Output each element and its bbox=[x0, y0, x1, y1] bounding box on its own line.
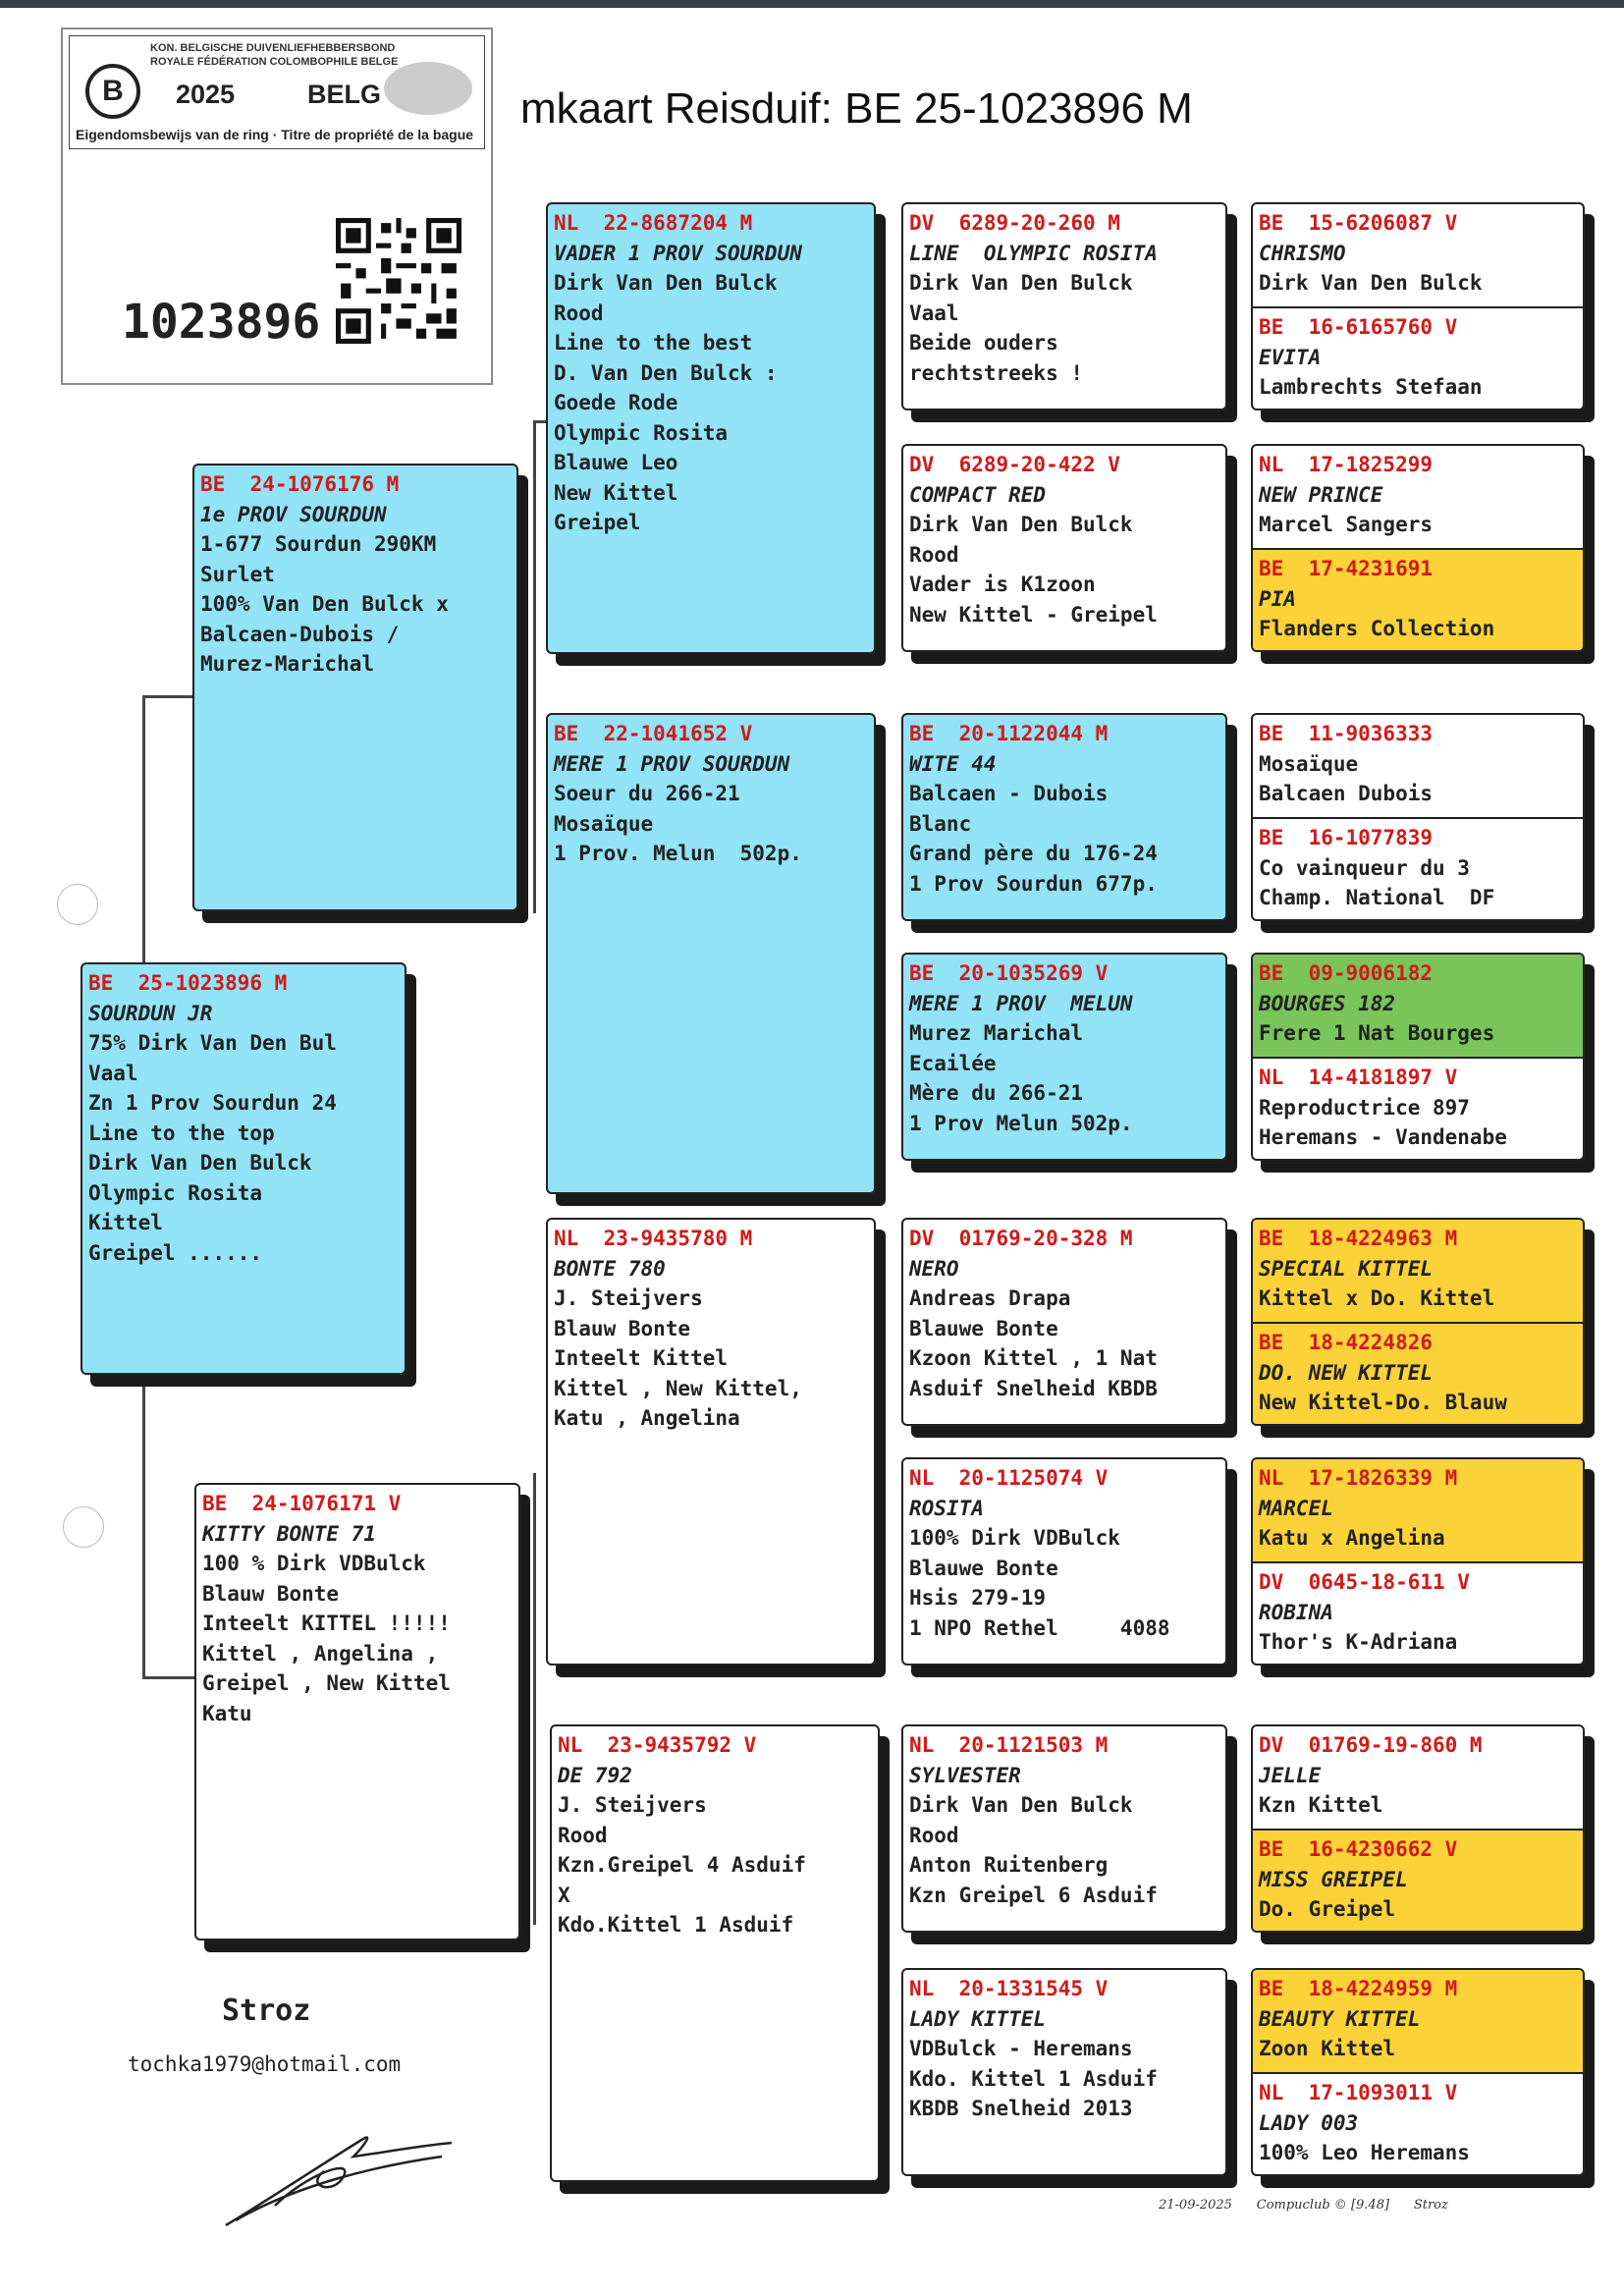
info-line: Dirk Van Den Bulck bbox=[554, 271, 778, 295]
info-line: Greipel ...... bbox=[88, 1240, 263, 1265]
pigeon-name: MERE 1 PROV SOURDUN bbox=[554, 751, 790, 776]
info-line: Line to the best bbox=[554, 331, 753, 355]
sss-box bbox=[901, 202, 1227, 410]
info-line: Line to the top bbox=[88, 1120, 275, 1145]
ring-number: NL 20-1121503 M bbox=[909, 1733, 1109, 1757]
pigeon-name: LINE OLYMPIC ROSITA bbox=[909, 241, 1158, 265]
info-line: Dirk Van Den Bulck bbox=[909, 1793, 1133, 1817]
info-line: Reproductrice 897 bbox=[1259, 1095, 1470, 1120]
org-name-nl: KON. BELGISCHE DUIVENLIEFHEBBERSBOND bbox=[150, 42, 396, 54]
pigeon-name: WITE 44 bbox=[909, 751, 997, 776]
info-line: X bbox=[558, 1883, 570, 1907]
info-line: Zn 1 Prov Sourdun 24 bbox=[88, 1091, 337, 1115]
ring-number: BE 20-1035269 V bbox=[909, 961, 1109, 985]
info-line: Vaal bbox=[88, 1061, 138, 1085]
info-line: Katu bbox=[202, 1701, 252, 1725]
info-line: Mosaïque bbox=[1259, 751, 1359, 776]
dam-sire-box bbox=[546, 1218, 876, 1666]
ring-ownership-card bbox=[61, 27, 493, 385]
pedigree-title: mkaart Reisduif: BE 25-1023896 M bbox=[520, 84, 1193, 133]
info-line: Goede Rode bbox=[554, 391, 678, 414]
pigeon-name: ROSITA bbox=[909, 1496, 984, 1520]
info-line: Surlet bbox=[200, 562, 275, 586]
punch-hole bbox=[57, 884, 98, 925]
gg-pigeon bbox=[1253, 817, 1583, 919]
ring-number: BE 25-1023896 M bbox=[88, 971, 288, 995]
info-line: Kdo.Kittel 1 Asduif bbox=[558, 1913, 794, 1937]
pigeon-name: BONTE 780 bbox=[554, 1256, 666, 1281]
gg-pigeon bbox=[1253, 2072, 1583, 2174]
ring-number: BE 18-4224826 bbox=[1259, 1331, 1434, 1354]
gg-pair-box bbox=[1251, 202, 1585, 410]
pigeon-name: MARCEL bbox=[1259, 1496, 1333, 1520]
gg-pair-box bbox=[1251, 953, 1585, 1161]
info-line: Grand père du 176-24 bbox=[909, 842, 1158, 865]
ring-number: BE 22-1041652 V bbox=[554, 722, 753, 745]
ring-number: BE 20-1122044 M bbox=[909, 722, 1109, 745]
info-line: J. Steijvers bbox=[554, 1286, 703, 1310]
info-line: Dirk Van Den Bulck bbox=[88, 1151, 312, 1175]
gg-pigeon bbox=[1253, 548, 1583, 650]
info-line: Thor's K-Adriana bbox=[1259, 1630, 1458, 1654]
info-line: Zoon Kittel bbox=[1259, 2037, 1396, 2060]
info-line: rechtstreeks ! bbox=[909, 360, 1084, 385]
info-line: Asduif Snelheid KBDB bbox=[909, 1376, 1158, 1400]
property-text: Eigendomsbewijs van de ring · Titre de propriété de la bague bbox=[76, 127, 474, 142]
gg-pair-box bbox=[1251, 1724, 1585, 1933]
pigeon-name: BEAUTY KITTEL bbox=[1259, 2006, 1421, 2031]
connector-line bbox=[142, 1676, 196, 1679]
gg-pair-box bbox=[1251, 1457, 1585, 1666]
sdd-box bbox=[901, 953, 1227, 1161]
connector-line bbox=[533, 1669, 536, 1925]
connector-line bbox=[533, 1473, 536, 1674]
ring-number: 1023896 bbox=[122, 295, 321, 350]
ring-number: BE 11-9036333 bbox=[1259, 722, 1434, 745]
subject-pigeon-box bbox=[81, 962, 406, 1375]
gg-pigeon bbox=[1253, 1561, 1583, 1664]
sire-dam-box bbox=[546, 713, 876, 1194]
info-line: 1 Prov. Melun 502p. bbox=[554, 842, 802, 865]
gg-pigeon bbox=[1253, 955, 1583, 1057]
info-line: Hsis 279-19 bbox=[909, 1586, 1047, 1610]
pigeon-name: PIA bbox=[1259, 586, 1296, 611]
gg-pair-box bbox=[1251, 1218, 1585, 1426]
info-line: 100% Van Den Bulck x bbox=[200, 592, 449, 616]
gg-pigeon bbox=[1253, 1057, 1583, 1159]
ssd-box bbox=[901, 444, 1227, 652]
pigeon-name: VADER 1 PROV SOURDUN bbox=[554, 241, 802, 265]
ring-number: BE 24-1076176 M bbox=[200, 472, 400, 496]
ring-number: BE 16-1077839 bbox=[1259, 826, 1434, 849]
connector-line bbox=[142, 695, 145, 968]
ring-number: NL 20-1331545 V bbox=[909, 1977, 1109, 2000]
ring-number: BE 16-4230662 V bbox=[1259, 1837, 1458, 1861]
info-line: Marcel Sangers bbox=[1259, 513, 1434, 536]
info-line: Balcaen-Dubois / bbox=[200, 622, 400, 646]
info-line: Vaal bbox=[909, 301, 959, 325]
pigeon-name: COMPACT RED bbox=[909, 482, 1047, 507]
info-line: Vader is K1zoon bbox=[909, 573, 1096, 596]
signature-icon bbox=[216, 2127, 461, 2235]
connector-line bbox=[142, 1377, 145, 1679]
info-line: Blauwe Bonte bbox=[909, 1316, 1058, 1340]
ring-number: NL 23-9435792 V bbox=[558, 1733, 757, 1757]
info-line: Greipel , New Kittel bbox=[202, 1671, 451, 1695]
dds-box bbox=[901, 1724, 1227, 1933]
ring-number: DV 01769-20-328 M bbox=[909, 1227, 1133, 1250]
ddd-box bbox=[901, 1968, 1227, 2176]
info-line: Mosaïque bbox=[554, 811, 654, 836]
info-line: 100% Dirk VDBulck bbox=[909, 1526, 1120, 1550]
info-line: Do. Greipel bbox=[1259, 1897, 1396, 1921]
pigeon-name: DO. NEW KITTEL bbox=[1259, 1360, 1434, 1385]
sds-box bbox=[901, 713, 1227, 921]
info-line: Balcaen - Dubois bbox=[909, 782, 1109, 805]
info-line: 75% Dirk Van Den Bul bbox=[88, 1031, 337, 1055]
info-line: 1 NPO Rethel 4088 bbox=[909, 1615, 1170, 1640]
info-line: Inteelt Kittel bbox=[554, 1346, 729, 1370]
info-line: Beide ouders bbox=[909, 331, 1058, 355]
info-line: Olympic Rosita bbox=[88, 1180, 263, 1205]
info-line: Heremans - Vandenabe bbox=[1259, 1125, 1507, 1149]
info-line: Rood bbox=[554, 301, 604, 325]
info-line: Blauw Bonte bbox=[554, 1316, 691, 1340]
pigeon-name: DE 792 bbox=[558, 1763, 632, 1787]
info-line: Andreas Drapa bbox=[909, 1286, 1071, 1310]
gg-pigeon bbox=[1253, 1459, 1583, 1561]
ring-country: BELG bbox=[307, 80, 382, 109]
pigeon-name: MERE 1 PROV MELUN bbox=[909, 991, 1133, 1015]
pigeon-name: MISS GREIPEL bbox=[1259, 1867, 1408, 1891]
print-footer bbox=[1159, 2198, 1448, 2213]
ring-number: BE 16-6165760 V bbox=[1259, 315, 1458, 339]
info-line: VDBulck - Heremans bbox=[909, 2037, 1133, 2060]
info-line: Mère du 266-21 bbox=[909, 1081, 1084, 1105]
dss-box bbox=[901, 1218, 1227, 1426]
info-line: Soeur du 266-21 bbox=[554, 782, 740, 805]
info-line: Dirk Van Den Bulck bbox=[909, 271, 1133, 295]
gg-pigeon bbox=[1253, 1322, 1583, 1424]
dam-dam-box bbox=[550, 1724, 880, 2182]
info-line: Rood bbox=[909, 1823, 959, 1847]
info-line: Kittel , Angelina , bbox=[202, 1641, 439, 1666]
info-line: Rood bbox=[558, 1823, 608, 1847]
pigeon-name: 1e PROV SOURDUN bbox=[200, 502, 387, 526]
gg-pigeon bbox=[1253, 1970, 1583, 2072]
ring-number: DV 01769-19-860 M bbox=[1259, 1733, 1483, 1757]
punch-hole bbox=[63, 1506, 104, 1548]
info-line: Kittel bbox=[88, 1211, 163, 1234]
footer-owner: Stroz bbox=[1413, 2198, 1448, 2213]
info-line: Frere 1 Nat Bourges bbox=[1259, 1021, 1495, 1045]
sire-box bbox=[192, 464, 518, 911]
info-line: Greipel bbox=[554, 511, 641, 534]
pigeon-name: KITTY BONTE 71 bbox=[202, 1521, 377, 1546]
connector-line bbox=[142, 695, 193, 698]
gg-pigeon bbox=[1253, 1726, 1583, 1829]
ring-number: NL 23-9435780 M bbox=[554, 1227, 753, 1250]
gg-pigeon bbox=[1253, 1829, 1583, 1931]
ring-card-header bbox=[69, 35, 485, 149]
info-line: Dirk Van Den Bulck bbox=[1259, 271, 1483, 295]
info-line: 100 % Dirk VDBulck bbox=[202, 1552, 426, 1575]
scan-top-edge bbox=[0, 0, 1624, 8]
ring-number: DV 6289-20-422 V bbox=[909, 453, 1120, 476]
info-line: Balcaen Dubois bbox=[1259, 782, 1434, 805]
gg-pair-box bbox=[1251, 1968, 1585, 2176]
info-line: Dirk Van Den Bulck bbox=[909, 513, 1133, 536]
dam-box bbox=[194, 1483, 520, 1940]
info-line: Inteelt KITTEL !!!!! bbox=[202, 1612, 451, 1635]
info-line: Kzn.Greipel 4 Asduif bbox=[558, 1853, 806, 1877]
gg-pigeon bbox=[1253, 1220, 1583, 1322]
fcf-globe-icon bbox=[384, 62, 472, 115]
ring-number: BE 18-4224963 M bbox=[1259, 1227, 1458, 1250]
pigeon-name: ROBINA bbox=[1259, 1600, 1333, 1624]
ring-number: NL 20-1125074 V bbox=[909, 1466, 1109, 1490]
info-line: Lambrechts Stefaan bbox=[1259, 375, 1483, 399]
info-line: 1 Prov Sourdun 677p. bbox=[909, 871, 1158, 896]
info-line: Anton Ruitenberg bbox=[909, 1853, 1109, 1877]
pigeon-name: LADY KITTEL bbox=[909, 2006, 1047, 2031]
ring-number: DV 6289-20-260 M bbox=[909, 211, 1120, 235]
pigeon-name: LADY 003 bbox=[1259, 2110, 1359, 2135]
info-line: Blauwe Leo bbox=[554, 451, 678, 474]
info-line: Kittel x Do. Kittel bbox=[1259, 1286, 1495, 1310]
pigeon-name: SPECIAL KITTEL bbox=[1259, 1256, 1434, 1281]
info-line: Olympic Rosita bbox=[554, 420, 729, 445]
gg-pigeon bbox=[1253, 446, 1583, 548]
info-line: 1-677 Sourdun 290KM bbox=[200, 532, 437, 556]
info-line: New Kittel bbox=[554, 480, 678, 505]
ring-number: NL 22-8687204 M bbox=[554, 211, 753, 235]
ring-number: BE 15-6206087 V bbox=[1259, 211, 1458, 235]
ring-number: NL 14-4181897 V bbox=[1259, 1066, 1458, 1089]
software-credit: Compuclub © [9.48] bbox=[1256, 2198, 1390, 2213]
info-line: Murez-Marichal bbox=[200, 652, 375, 676]
info-line: Blanc bbox=[909, 811, 972, 836]
connector-line bbox=[533, 687, 536, 913]
info-line: New Kittel-Do. Blauw bbox=[1259, 1391, 1507, 1414]
dsd-box bbox=[901, 1457, 1227, 1666]
pigeon-name: CHRISMO bbox=[1259, 241, 1346, 265]
ring-number: BE 24-1076171 V bbox=[202, 1492, 402, 1515]
pigeon-name: BOURGES 182 bbox=[1259, 991, 1396, 1015]
ring-number: BE 18-4224959 M bbox=[1259, 1977, 1458, 2000]
ring-number: NL 17-1825299 bbox=[1259, 453, 1434, 476]
info-line: Flanders Collection bbox=[1259, 617, 1495, 640]
gg-pigeon bbox=[1253, 204, 1583, 306]
info-line: Champ. National DF bbox=[1259, 886, 1495, 909]
org-name-fr: ROYALE FÉDÉRATION COLOMBOPHILE BELGE bbox=[150, 56, 399, 68]
ring-number: BE 09-9006182 bbox=[1259, 961, 1434, 985]
info-line: Ecailée bbox=[909, 1051, 997, 1075]
info-line: Murez Marichal bbox=[909, 1021, 1084, 1045]
info-line: D. Van Den Bulck : bbox=[554, 360, 778, 385]
info-line: Kdo. Kittel 1 Asduif bbox=[909, 2066, 1158, 2091]
qr-code-icon bbox=[336, 218, 461, 344]
gg-pair-box bbox=[1251, 444, 1585, 652]
gg-pair-box bbox=[1251, 713, 1585, 921]
info-line: J. Steijvers bbox=[558, 1793, 707, 1817]
ring-number: BE 17-4231691 bbox=[1259, 557, 1434, 580]
sire-sire-box bbox=[546, 202, 876, 654]
info-line: Kzn Greipel 6 Asduif bbox=[909, 1883, 1158, 1907]
owner-email: tochka1979@hotmail.com bbox=[128, 2052, 402, 2076]
info-line: Blauwe Bonte bbox=[909, 1556, 1058, 1580]
ring-number: NL 17-1826339 M bbox=[1259, 1466, 1458, 1490]
info-line: Kzoon Kittel , 1 Nat bbox=[909, 1346, 1158, 1370]
info-line: Katu x Angelina bbox=[1259, 1526, 1445, 1550]
info-line: Kzn Kittel bbox=[1259, 1793, 1383, 1817]
info-line: Kittel , New Kittel, bbox=[554, 1376, 802, 1400]
print-date: 21-09-2025 bbox=[1159, 2198, 1232, 2213]
kbdb-logo-icon: B bbox=[85, 64, 140, 119]
info-line: KBDB Snelheid 2013 bbox=[909, 2097, 1133, 2120]
info-line: Co vainqueur du 3 bbox=[1259, 855, 1470, 880]
ring-number: NL 17-1093011 V bbox=[1259, 2081, 1458, 2104]
info-line: Katu , Angelina bbox=[554, 1406, 740, 1430]
info-line: 100% Leo Heremans bbox=[1259, 2141, 1470, 2164]
pigeon-name: SYLVESTER bbox=[909, 1763, 1021, 1787]
gg-pigeon bbox=[1253, 715, 1583, 817]
info-line: Blauw Bonte bbox=[202, 1581, 340, 1606]
gg-pigeon bbox=[1253, 306, 1583, 409]
pigeon-name: NERO bbox=[909, 1256, 959, 1281]
pigeon-name: SOURDUN JR bbox=[88, 1001, 213, 1025]
ring-number: DV 0645-18-611 V bbox=[1259, 1570, 1470, 1594]
pigeon-name: JELLE bbox=[1259, 1763, 1322, 1787]
pigeon-name: NEW PRINCE bbox=[1259, 482, 1383, 507]
ring-year: 2025 bbox=[176, 80, 236, 109]
owner-name: Stroz bbox=[222, 1994, 311, 2028]
info-line: 1 Prov Melun 502p. bbox=[909, 1111, 1133, 1135]
pigeon-name: EVITA bbox=[1259, 345, 1322, 369]
info-line: Rood bbox=[909, 542, 959, 567]
info-line: New Kittel - Greipel bbox=[909, 602, 1158, 627]
